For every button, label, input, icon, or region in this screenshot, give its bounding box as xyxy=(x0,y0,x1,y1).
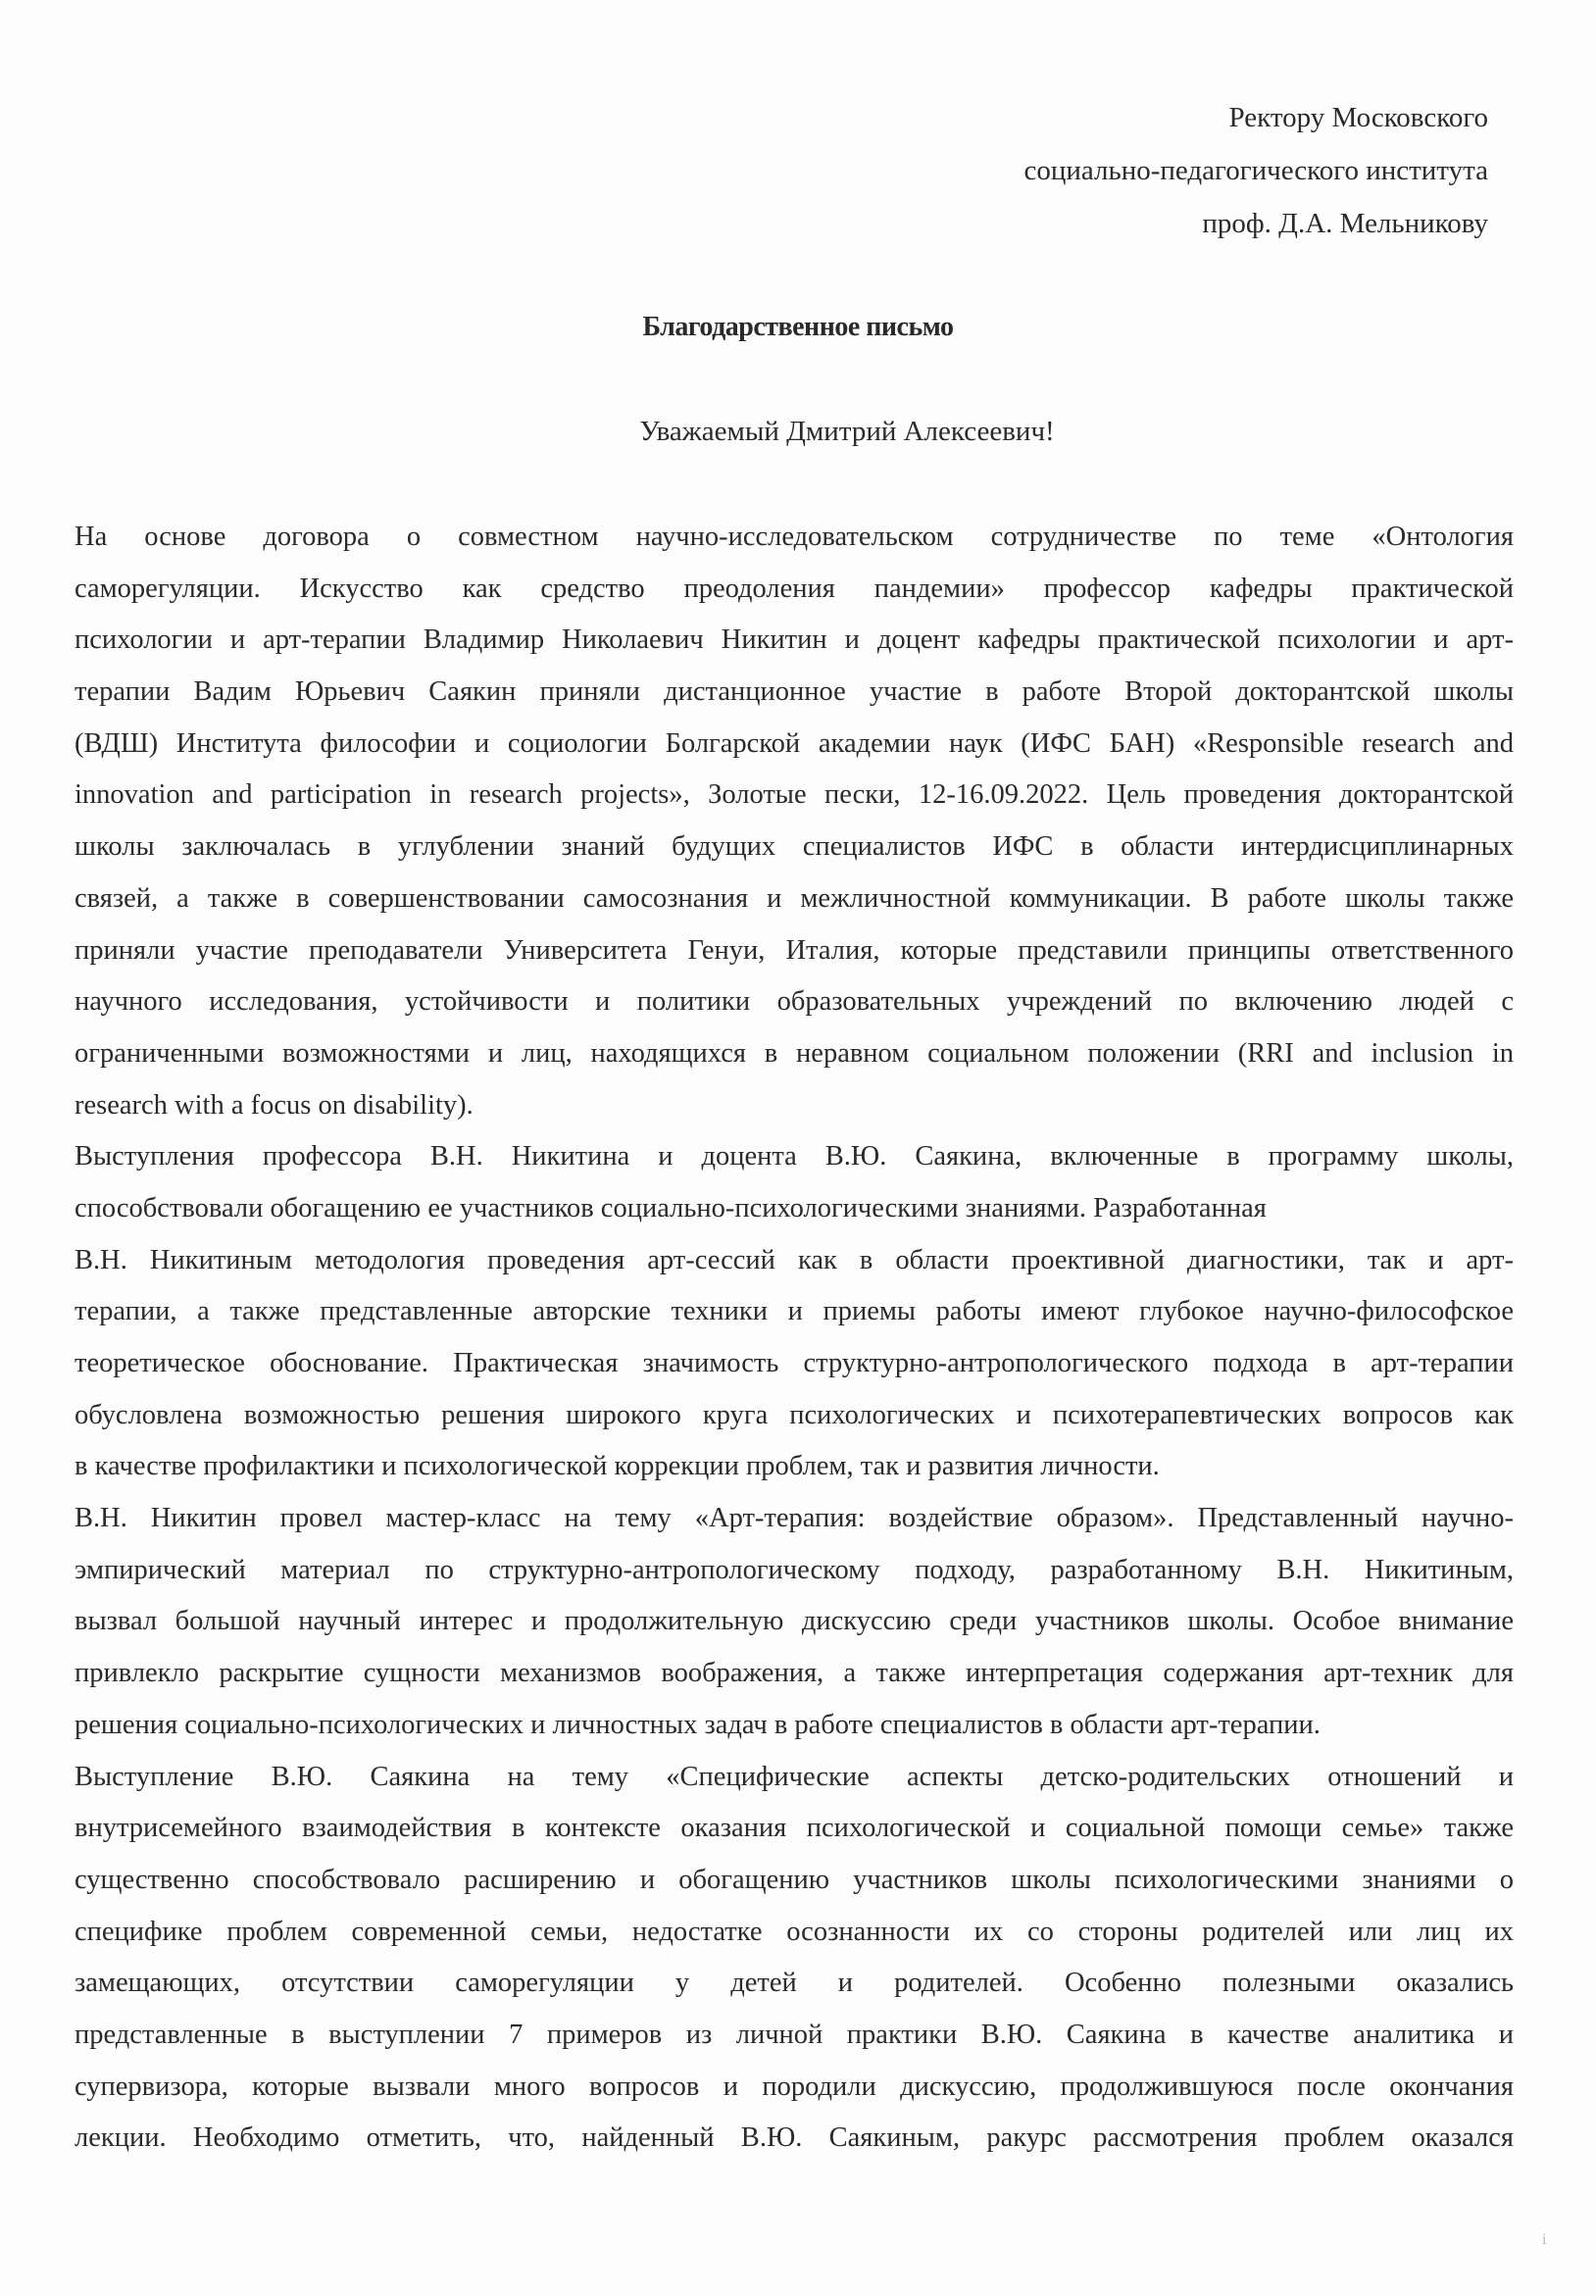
body-line: На основе договора о совместном научно-исследовательском сотрудничестве по теме «Онтология xyxy=(75,522,1514,552)
body-line: вызвал большой научный интерес и продолжительную дискуссию среди участников школы. Особое внимание xyxy=(75,1606,1514,1637)
body-line: Выступление В.Ю. Саякина на тему «Специфические аспекты детско-родительских отношений и xyxy=(75,1761,1514,1792)
body-line: терапии Вадим Юрьевич Саякин приняли дистанционное участие в работе Второй докторантской школы xyxy=(75,676,1514,708)
body-line: замещающих, отсутствии саморегуляции у детей и родителей. Особенно полезными оказались xyxy=(75,1968,1514,1999)
body-line: супервизора, которые вызвали много вопросов и породили дискуссию, продолжившуюся после окончания xyxy=(75,2071,1514,2102)
body-line: innovation and participation in research projects», Золотые пески, 12-16.09.2022. Цель проведения докторантской xyxy=(75,779,1514,811)
body-line: Выступления профессора В.Н. Никитина и доцента В.Ю. Саякина, включенные в программу школы, xyxy=(75,1141,1514,1173)
body-line: research with a focus on disability). xyxy=(75,1089,474,1121)
body-line: В.Н. Никитин провел мастер-класс на тему «Арт-терапия: воздействие образом». Представленный научно- xyxy=(75,1503,1514,1534)
addressee-line-1: Ректору Московского xyxy=(1228,102,1488,133)
body-line: теоретическое обоснование. Практическая значимость структурно-антропологического подхода в арт-терапии xyxy=(75,1348,1514,1378)
body-line: связей, а также в совершенствовании самосознания и межличностной коммуникации. В работе школы также xyxy=(75,882,1514,914)
body-line: представленные в выступлении 7 примеров из личной практики В.Ю. Саякина в качестве аналитика и xyxy=(75,2019,1514,2050)
body-line: школы заключалась в углублении знаний будущих специалистов ИФС в области интердисциплинарных xyxy=(75,831,1514,863)
body-line: лекции. Необходимо отметить, что, найденный В.Ю. Саякиным, ракурс рассмотрения проблем оказался xyxy=(75,2122,1514,2154)
letter-title: Благодарственное письмо xyxy=(642,312,954,342)
body-line: В.Н. Никитиным методология проведения арт-сессий как в области проективной диагностики, так и арт- xyxy=(75,1244,1514,1275)
addressee-line-3: проф. Д.А. Мельникову xyxy=(1202,208,1488,239)
body-line: (ВДШ) Института философии и социологии Болгарской академии наук (ИФС БАН) «Responsible research and xyxy=(75,727,1514,759)
body-line: существенно способствовало расширению и обогащению участников школы психологическими знаниями о xyxy=(75,1864,1514,1895)
body-line: специфике проблем современной семьи, недостатке осознанности их со стороны родителей или лиц их xyxy=(75,1916,1514,1947)
body-line: в качестве профилактики и психологической коррекции проблем, так и развития личности. xyxy=(75,1451,1160,1482)
body-line: ограниченными возможностями и лиц, находящихся в неравном социальном положении (RRI and inclusion in xyxy=(75,1037,1514,1069)
body-line: внутрисемейного взаимодействия в контексте оказания психологической и социальной помощи семье» также xyxy=(75,1813,1514,1844)
body-line: решения социально-психологических и личностных задач в работе специалистов в области арт-терапии. xyxy=(75,1709,1321,1740)
body-line: способствовали обогащению ее участников социально-психологическими знаниями. Разработанная xyxy=(75,1192,1267,1223)
scan-mark: ⅰ xyxy=(1542,2233,1547,2248)
body-line: научного исследования, устойчивости и политики образовательных учреждений по включению людей с xyxy=(75,986,1514,1018)
body-line: обусловлена возможностью решения широкого круга психологических и психотерапевтических вопросов как xyxy=(75,1399,1514,1430)
body-line: саморегуляции. Искусство как средство преодоления пандемии» профессор кафедры практической xyxy=(75,573,1514,604)
addressee-line-2: социально-педагогического института xyxy=(1023,155,1488,186)
letter-body xyxy=(75,518,1514,2171)
body-line: привлекло раскрытие сущности механизмов воображения, а также интерпретация содержания арт-техник для xyxy=(75,1658,1514,1689)
body-line: психологии и арт-терапии Владимир Николаевич Никитин и доцент кафедры практической психологии и арт- xyxy=(75,624,1514,656)
body-line: терапии, а также представленные авторские техники и приемы работы имеют глубокое научно-философское xyxy=(75,1296,1514,1327)
body-line: приняли участие преподаватели Университета Генуи, Италия, которые представили принципы ответственного xyxy=(75,934,1514,966)
salutation: Уважаемый Дмитрий Алексеевич! xyxy=(639,416,1055,447)
body-line: эмпирический материал по структурно-антропологическому подходу, разработанному В.Н. Никитиным, xyxy=(75,1554,1514,1585)
